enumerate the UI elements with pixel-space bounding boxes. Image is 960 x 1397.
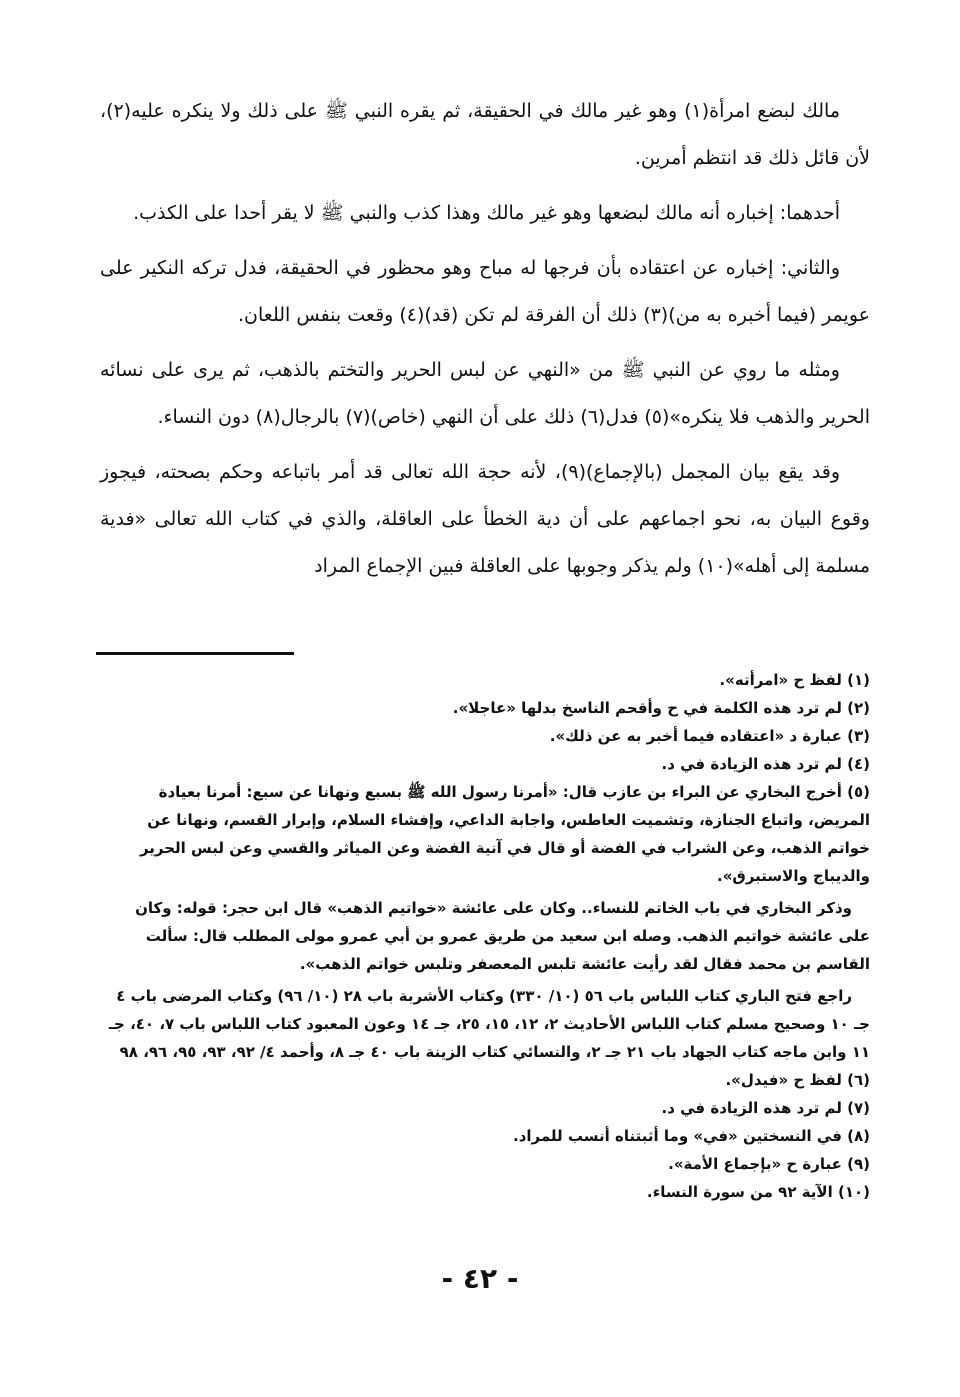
footnote-divider <box>96 652 294 655</box>
page-number: - ٤٢ - <box>441 1262 519 1295</box>
footnote: (٢) لم ترد هذه الكلمة في ح وأقحم الناسخ بدلها «عاجلا». <box>452 699 870 717</box>
footnote-continuation: راجع فتح الباري كتاب اللباس باب ٥٦ (١٠/ ٣٣٠) وكتاب الأشربة باب ٢٨ (١٠/ ٩٦) وكتاب المرضى باب ٤ جـ ١٠ وصحيح مسلم كتاب اللباس الأحاديث ٢، ١٢، ١٥، ٢٥، جـ ١٤ وعون المعبود كتاب اللباس باب ٧، ٤٠، جـ ١١ وابن ماجه كتاب الجهاد باب ٢١ جـ ٢، والنسائي كتاب الزينة باب ٤٠ جـ ٨، وأحمد ٤/ ٩٢، ٩٣، ٩٥، ٩٦، ٩٨ <box>108 987 870 1061</box>
paragraph: ومثله ما روي عن النبي ﷺ من «النهي عن لبس الحرير والتختم بالذهب، ثم يرى على نسائه الحرير والذهب فلا ينكره»(٥) فدل(٦) ذلك على أن النهي (خاص)(٧) بالرجال(٨) دون النساء. <box>100 359 870 428</box>
footnote: (٧) لم ترد هذه الزيادة في د. <box>661 1099 870 1117</box>
paragraph: وقد يقع بيان المجمل (بالإجماع)(٩)، لأنه حجة الله تعالى قد أمر باتباعه وحكم بصحته، فيجوز وقوع البيان به، نحو اجماعهم على أن دية الخطأ على العاقلة، والذي في كتاب الله تعالى «فدية مسلمة إلى أهله»(١٠) ولم يذكر وجوبها على العاقلة فبين الإجماع المراد <box>100 461 870 577</box>
footnote: (٨) في النسختين «في» وما أثبتناه أنسب للمراد. <box>513 1127 870 1145</box>
paragraph: أحدهما: إخباره أنه مالك لبضعها وهو غير مالك وهذا كذب والنبي ﷺ لا يقر أحدا على الكذب. <box>133 202 840 224</box>
body-text <box>100 88 870 590</box>
footnote: (٥) أخرج البخاري عن البراء بن عازب قال: «أمرنا رسول الله ﷺ بسبع ونهانا عن سبع: أمرنا بعيادة المريض، واتباع الجنازة، وتشميت العاطس، واجابة الداعي، وإفشاء السلام، وإبرار القسم، ونهانا عن خواتم الذهب، وعن الشراب في الفضة أو قال في آنية الفضة وعن المياثر والقسي وعن لبس الحرير والديباج والاستبرق». <box>139 783 870 885</box>
footnote: (٦) لفظ ح «فيدل». <box>725 1071 870 1089</box>
footnote: (٩) عبارة ح «بإجماع الأمة». <box>668 1155 870 1173</box>
main-text <box>100 88 870 598</box>
paragraph: والثاني: إخباره عن اعتقاده بأن فرجها له مباح وهو محظور في الحقيقة، فدل تركه النكير على عويمر (فيما أخبره به من)(٣) ذلك أن الفرقة لم تكن (قد)(٤) وقعت بنفس اللعان. <box>100 257 870 326</box>
footnote: (١) لفظ ح «امرأته». <box>719 671 870 689</box>
footnote: (٣) عبارة د «اعتقاده فيما أخبر به عن ذلك». <box>549 727 870 745</box>
footnotes <box>100 666 870 1206</box>
footnote: (١٠) الآية ٩٢ من سورة النساء. <box>646 1183 870 1201</box>
footnote: (٤) لم ترد هذه الزيادة في د. <box>661 755 870 773</box>
paragraph: مالك لبضع امرأة(١) وهو غير مالك في الحقيقة، ثم يقره النبي ﷺ على ذلك ولا ينكره عليه(٢)، لأن قائل ذلك قد انتظم أمرين. <box>100 100 870 169</box>
footnote-continuation: وذكر البخاري في باب الخاتم للنساء.. وكان على عائشة «خواتيم الذهب» قال ابن حجر: قوله: وكان على عائشة خواتيم الذهب. وصله ابن سعيد من طريق عمرو بن أبي عمرو مولى المطلب قال: سألت القاسم بن محمد فقال لقد رأيت عائشة تلبس المعصفر وتلبس خواتم الذهب». <box>135 899 870 973</box>
